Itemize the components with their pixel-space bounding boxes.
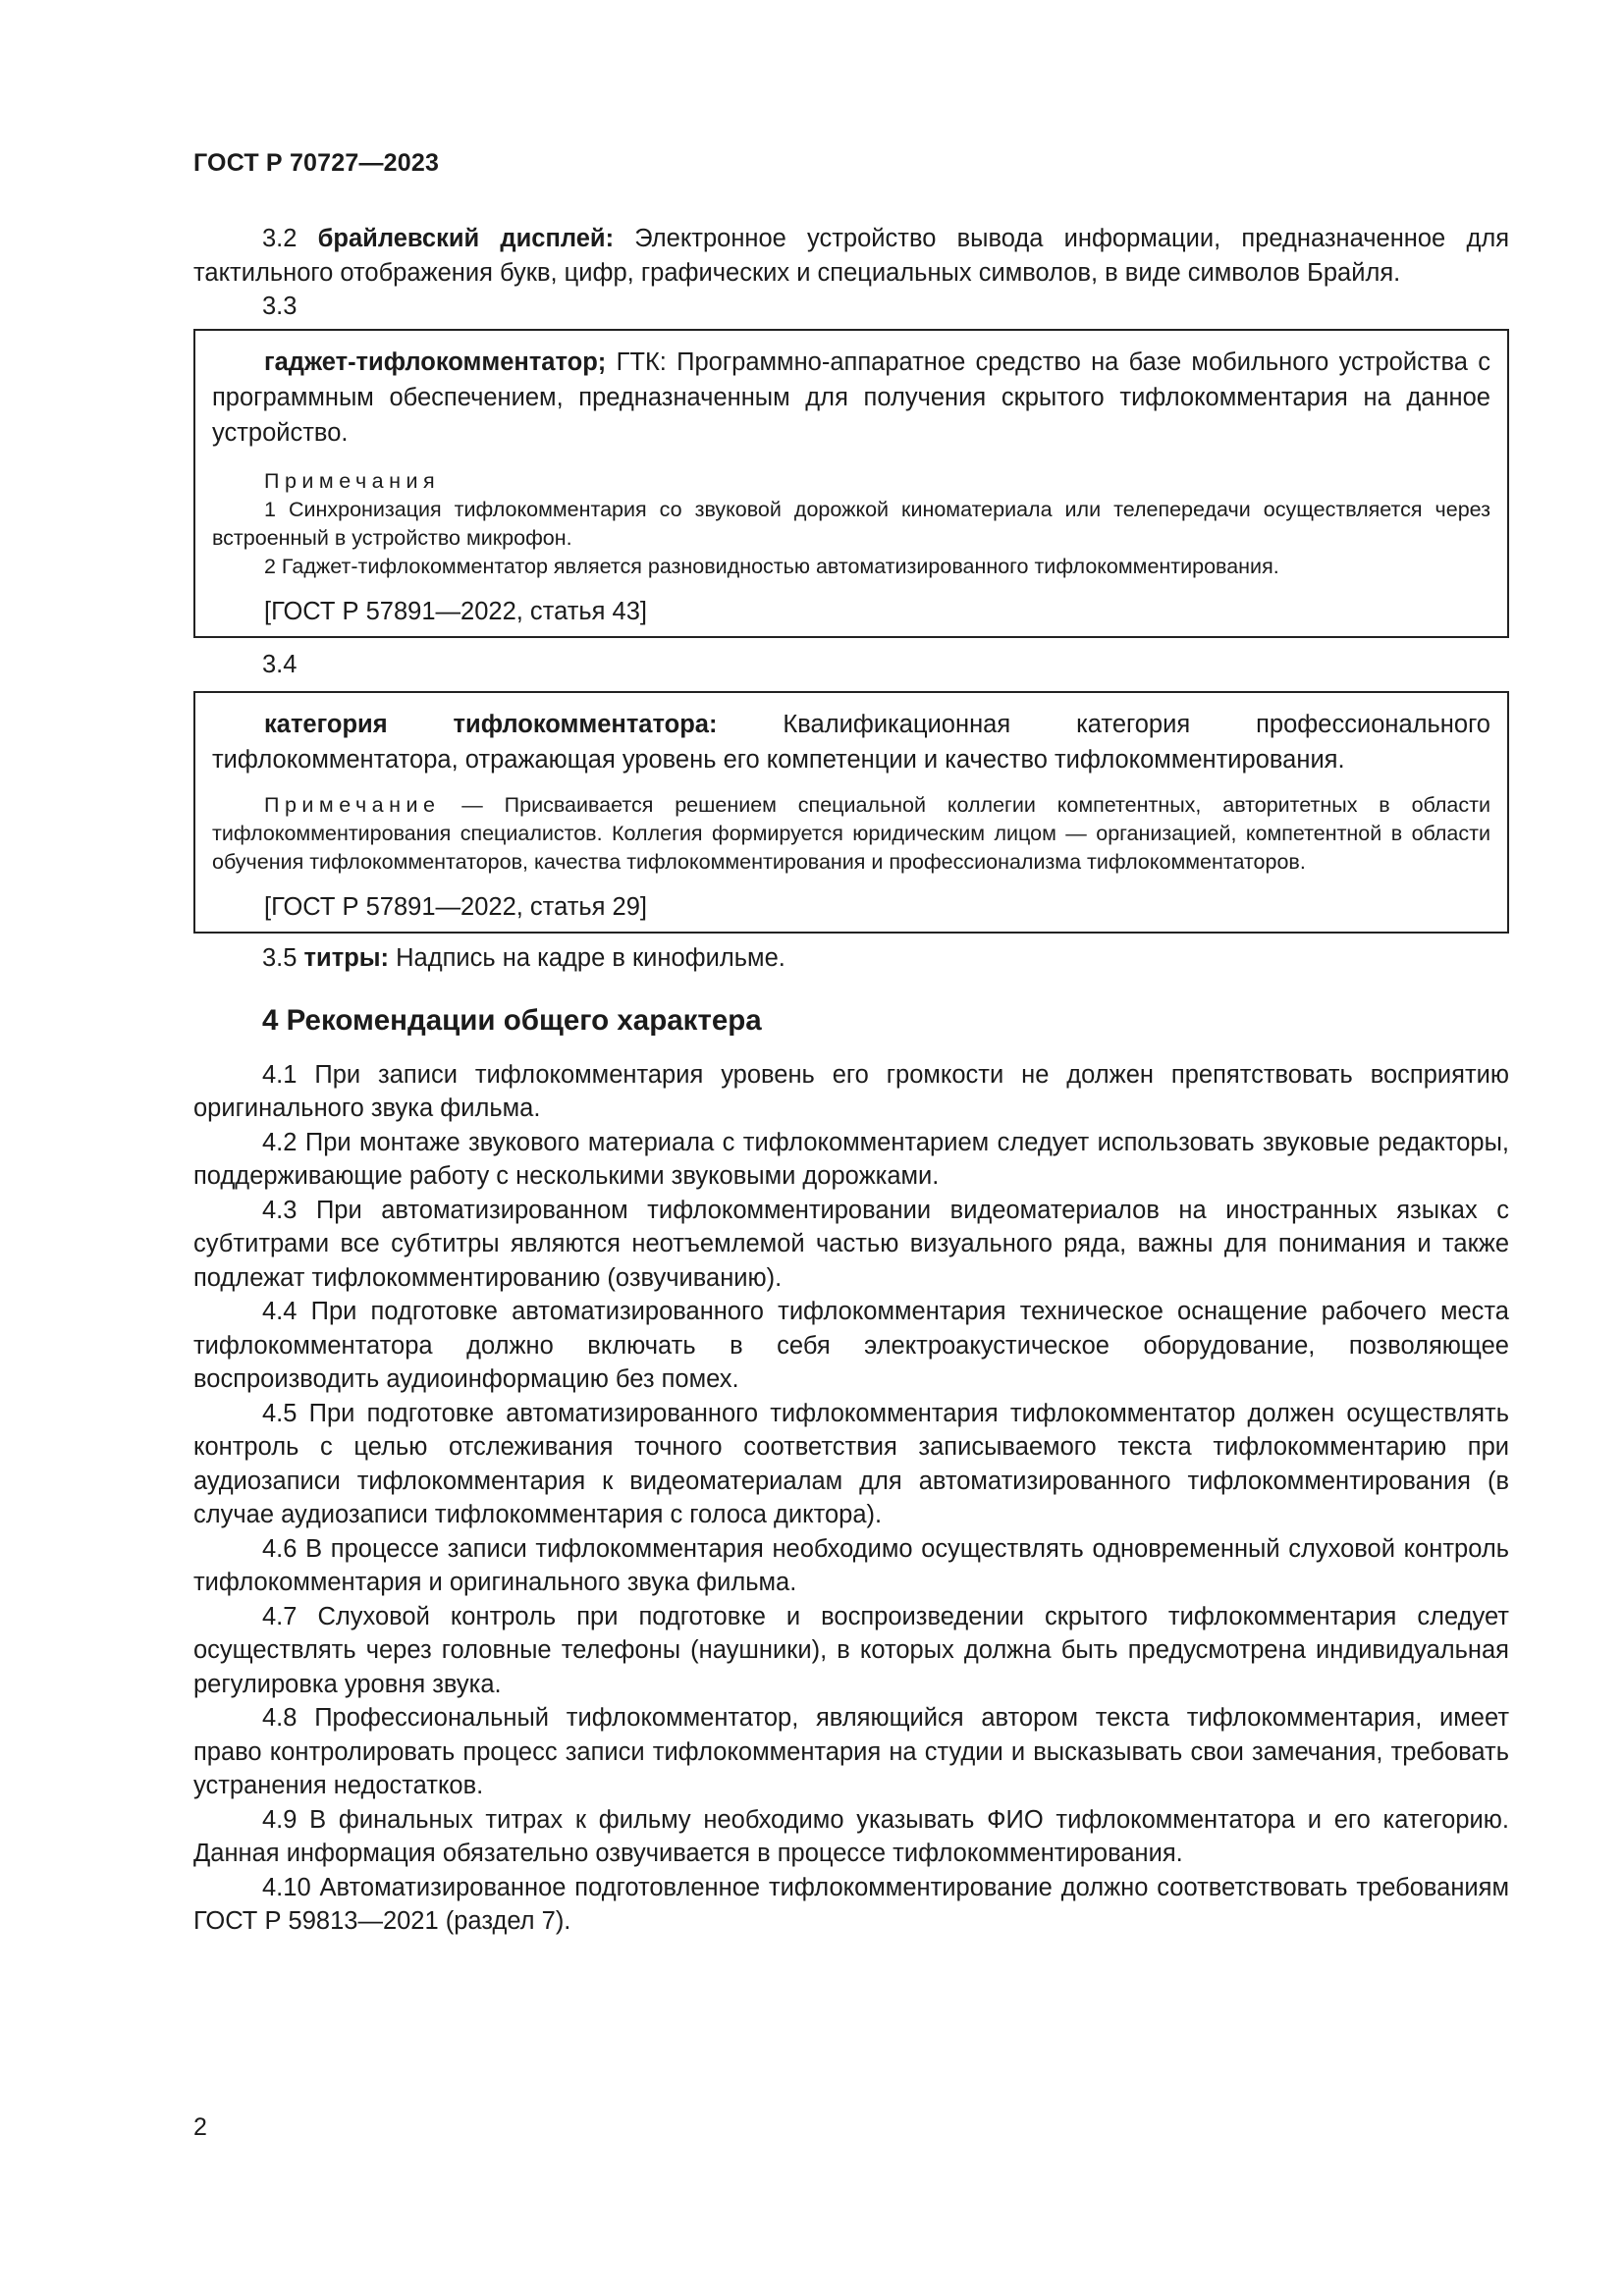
note-label: Примечание <box>264 793 441 817</box>
term-number: 3.5 <box>262 944 298 972</box>
clause-4-3 <box>193 1194 1509 1296</box>
clause-4-6 <box>193 1532 1509 1600</box>
term-3-4-number: 3.4 <box>262 651 298 678</box>
clause-4-1 <box>193 1058 1509 1126</box>
page-number: 2 <box>193 2113 207 2141</box>
term-title: гаджет-тифлокомментатор; <box>264 348 607 376</box>
clause-number: 4.1 <box>262 1060 298 1089</box>
term-title: категория тифлокомментатора: <box>264 711 718 738</box>
source-reference: [ГОСТ Р 57891—2022, статья 43] <box>264 598 647 625</box>
clause-text: Профессиональный тифлокомментатор, являющийся автором текста тифлокомментария, имеет право контролировать процесс записи тифлокомментария на студии и высказывать свои замечания, требовать устранения недостатков. <box>193 1704 1509 1799</box>
note-text: — Присваивается решением специальной коллегии компетентных, авторитетных в области тифлокомментирования специалистов. Коллегия формируется юридическим лицом — организацией, компетентной в области обучения тифлокомментаторов, качества тифлокомментирования и профессионализма тифлокомментаторов. <box>212 793 1490 874</box>
clause-number: 4.4 <box>262 1298 298 1325</box>
document-header: ГОСТ Р 70727—2023 <box>193 149 440 177</box>
clause-text: В процессе записи тифлокомментария необходимо осуществлять одновременный слуховой контроль тифлокомментария и оригинального звука фильма. <box>193 1534 1509 1596</box>
clause-number: 4.3 <box>262 1196 298 1224</box>
note <box>212 791 1490 877</box>
clause-number: 4.10 <box>262 1873 311 1901</box>
term-3-4-definition <box>212 707 1490 777</box>
term-definition: Квалификационная категория профессионального тифлокомментатора, отражающая уровень его компетенции и качество тифлокомментирования. <box>212 711 1490 774</box>
clause-text: Слуховой контроль при подготовке и воспроизведении скрытого тифлокомментария следует осуществлять через головные телефоны (наушники), в которых должна быть предусмотрена индивидуальная регулировка уровня звука. <box>193 1602 1509 1698</box>
clause-number: 4.8 <box>262 1704 298 1732</box>
section-4-heading: 4 Рекомендации общего характера <box>262 1003 762 1037</box>
clause-text: При подготовке автоматизированного тифлокомментария техническое оснащение рабочего места тифлокомментатора должно включать в себя электроакустическое оборудование, позволяющее воспроизводить аудиоинформацию без помех. <box>193 1298 1509 1393</box>
clause-4-2 <box>193 1126 1509 1194</box>
clause-number: 4.2 <box>262 1128 298 1156</box>
clause-text: При подготовке автоматизированного тифлокомментария тифлокомментатор должен осуществлять контроль с целью отслеживания точного соответствия записываемого текста тифлокомментарию при аудиозаписи тифлокомментария к видеоматериалам для автоматизированного тифлокомментирования (в случае аудиозаписи тифлокомментария с голоса диктора). <box>193 1399 1509 1528</box>
clause-number: 4.7 <box>262 1602 298 1630</box>
clause-text: При записи тифлокомментария уровень его громкости не должен препятствовать восприятию оригинального звука фильма. <box>193 1060 1509 1122</box>
term-3-3-box <box>193 329 1509 638</box>
source-reference: [ГОСТ Р 57891—2022, статья 29] <box>264 893 647 921</box>
note-2: 2 Гаджет-тифлокомментатор является разновидностью автоматизированного тифлокомментирования. <box>264 555 1279 578</box>
clause-4-10 <box>193 1871 1509 1939</box>
clause-4-7 <box>193 1600 1509 1702</box>
term-definition: ГТК: Программно-аппаратное средство на базе мобильного устройства с программным обеспечением, предназначенным для получения скрытого тифлокомментария на данное устройство. <box>212 348 1490 447</box>
clause-4-8 <box>193 1701 1509 1803</box>
note-1: 1 Синхронизация тифлокомментария со звуковой дорожкой киноматериала или телепередачи осуществляется через встроенный в устройство микрофон. <box>212 498 1490 550</box>
document-body <box>193 222 1509 1939</box>
term-title: брайлевский дисплей: <box>317 225 615 252</box>
clause-text: Автоматизированное подготовленное тифлокомментирование должно соответствовать требованиям ГОСТ Р 59813—2021 (раздел 7). <box>193 1873 1509 1935</box>
term-3-2 <box>193 222 1509 290</box>
clause-number: 4.9 <box>262 1805 298 1834</box>
clause-text: В финальных титрах к фильму необходимо указывать ФИО тифлокомментатора и его категорию. Данная информация обязательно озвучивается в процессе тифлокомментирования. <box>193 1805 1509 1867</box>
term-definition: Электронное устройство вывода информации, предназначенное для тактильного отображения букв, цифр, графических и специальных символов, в виде символов Брайля. <box>193 225 1510 287</box>
clause-text: При монтаже звукового материала с тифлокомментарием следует использовать звуковые редакторы, поддерживающие работу с несколькими звуковыми дорожками. <box>193 1128 1509 1190</box>
clause-number: 4.6 <box>262 1534 298 1563</box>
term-definition: Надпись на кадре в кинофильме. <box>389 944 785 972</box>
clause-number: 4.5 <box>262 1399 298 1427</box>
term-number: 3.2 <box>262 225 298 252</box>
clause-text: При автоматизированном тифлокомментировании видеоматериалов на иностранных языках с субтитрами все субтитры являются неотъемлемой частью визуального ряда, важны для понимания и также подлежат тифлокомментированию (озвучиванию). <box>193 1196 1509 1292</box>
term-3-4-box <box>193 691 1509 934</box>
term-title: титры: <box>303 944 390 972</box>
term-3-3-number: 3.3 <box>262 293 298 320</box>
clause-4-9 <box>193 1803 1509 1871</box>
clause-4-4 <box>193 1295 1509 1397</box>
clause-4-5 <box>193 1397 1509 1532</box>
term-3-5 <box>193 941 1509 976</box>
notes-title: Примечания <box>264 469 441 493</box>
term-3-3-definition <box>212 345 1490 451</box>
